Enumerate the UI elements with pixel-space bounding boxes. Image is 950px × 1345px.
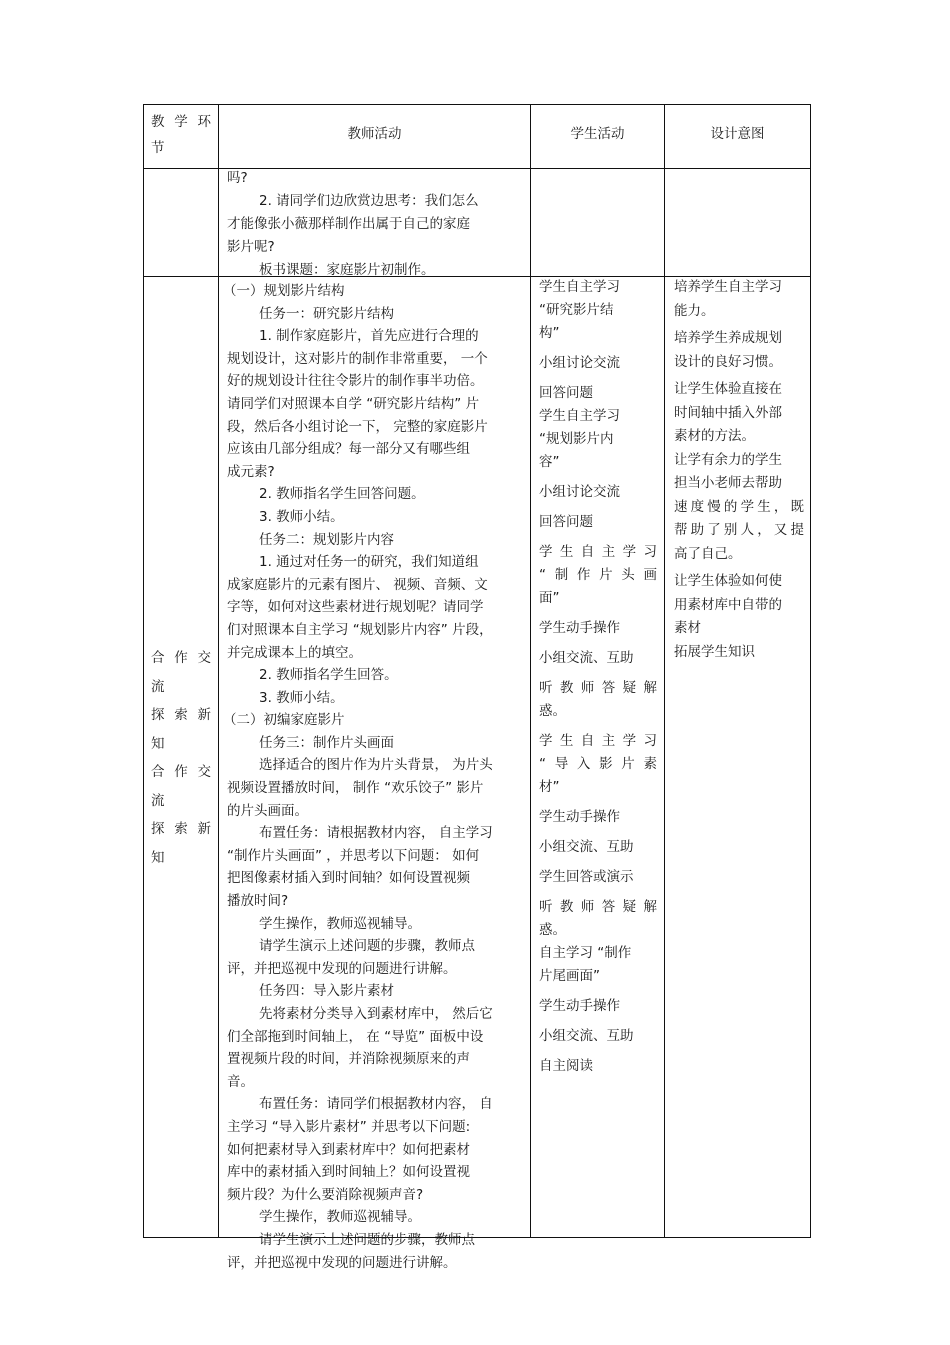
- text-line: 小组交流、互助: [539, 1028, 634, 1044]
- text-line: 学生自主学习: [539, 544, 657, 560]
- text-line: 影片呢?: [227, 239, 275, 255]
- column-divider-1: [218, 104, 219, 1238]
- section-heading: （二）初编家庭影片: [223, 712, 345, 729]
- text-line: 3. 教师小结。: [259, 508, 344, 525]
- text-line: 先将素材分类导入到素材库中， 然后它: [259, 1006, 493, 1022]
- text-line: 好的规划设计往往令影片的制作事半功倍。: [227, 373, 484, 390]
- text-line: “研究影片结: [539, 302, 614, 318]
- stage-line: 流: [151, 792, 165, 809]
- text-line: 音。: [227, 1073, 254, 1090]
- text-line: 学生动手操作: [539, 998, 620, 1014]
- header-stage-cell: [151, 109, 211, 161]
- text-line: 小组讨论交流: [539, 355, 620, 371]
- text-line: 如何把素材导入到素材库中？如何把素材: [227, 1141, 470, 1158]
- text-line: 小组讨论交流: [539, 484, 620, 500]
- table-border-right: [810, 104, 811, 1238]
- text-line: 能力。: [674, 302, 715, 319]
- text-line: 成元素?: [227, 463, 275, 480]
- text-line: 把图像素材插入到时间轴？如何设置视频: [227, 870, 470, 887]
- text-line: 学生动手操作: [539, 620, 620, 636]
- text-line: 担当小老师去帮助: [674, 475, 782, 491]
- header-student-activity: 学生活动: [570, 126, 625, 142]
- text-line: 学生操作，教师巡视辅导。: [259, 915, 421, 932]
- text-line: 高了自己。: [674, 545, 742, 562]
- text-line: 容”: [539, 454, 560, 470]
- section-heading: （一）规划影片结构: [223, 283, 345, 299]
- row2-student-cell: [539, 276, 657, 1078]
- text-line: “制作片头画面” ，并思考以下问题： 如何: [227, 847, 480, 864]
- text-line: 2. 教师指名学生回答。: [259, 667, 398, 684]
- stage-line: 知: [151, 849, 165, 866]
- row2-stage-cell: [151, 644, 211, 872]
- row1-teacher-cell: [227, 167, 523, 282]
- stage-line: 流: [151, 678, 165, 695]
- stage-line: 合作交: [151, 764, 211, 780]
- text-line: 速度慢的学生，既: [674, 498, 804, 515]
- text-line: 让学生体验如何使: [674, 573, 782, 589]
- text-line: 自主学习 “制作: [539, 945, 632, 961]
- lesson-plan-table: [143, 104, 811, 1271]
- text-line: “导入影片素: [539, 756, 657, 772]
- text-line: 2. 教师指名学生回答问题。: [259, 486, 425, 503]
- text-line: 3. 教师小结。: [259, 689, 344, 706]
- text-line: 构”: [539, 325, 560, 341]
- text-line: 视频设置播放时间， 制作 “欢乐饺子” 影片: [227, 780, 484, 797]
- text-line: 材”: [539, 779, 560, 795]
- text-line: 惑。: [539, 703, 566, 719]
- header-design-intent: 设计意图: [710, 126, 765, 142]
- text-line: 们对照课本自主学习 “规划影片内容” 片段，: [227, 621, 493, 638]
- text-line: 学生操作，教师巡视辅导。: [259, 1209, 421, 1226]
- text-line: 评，并把巡视中发现的问题进行讲解。: [227, 960, 457, 977]
- text-line: 回答问题: [539, 514, 593, 530]
- header-teacher-activity: 教师活动: [347, 126, 402, 142]
- text-line: 学生回答或演示: [539, 869, 634, 885]
- row2-teacher-cell: [223, 280, 523, 1274]
- text-line: 请学生演示上述问题的步骤，教师点: [259, 1231, 475, 1248]
- text-line: 培养学生自主学习: [674, 279, 782, 295]
- text-line: 才能像张小薇那样制作出属于自己的家庭: [227, 216, 470, 232]
- text-line: 听教师答疑解: [539, 680, 657, 696]
- text-line: 小组交流、互助: [539, 839, 634, 855]
- text-line: 规划设计，这对影片的制作非常重要， 一个: [227, 350, 488, 367]
- text-line: 们全部拖到时间轴上， 在 “导览” 面板中设: [227, 1028, 484, 1045]
- text-line: 库中的素材插入到时间轴上？如何设置视: [227, 1164, 470, 1181]
- text-line: 段，然后各小组讨论一下， 完整的家庭影片: [227, 418, 488, 435]
- text-line: 自主阅读: [539, 1058, 593, 1074]
- text-line: 板书课题：家庭影片初制作。: [259, 262, 435, 278]
- text-line: 回答问题: [539, 385, 593, 401]
- text-line: 帮助了别人，又提: [674, 522, 804, 538]
- text-line: 培养学生养成规划: [674, 330, 782, 346]
- text-line: 设计的良好习惯。: [674, 353, 782, 370]
- text-line: 让学有余力的学生: [674, 451, 782, 468]
- text-line: “制作片头画: [539, 567, 657, 583]
- text-line: 素材: [674, 620, 701, 636]
- text-line: 学生自主学习: [539, 733, 657, 749]
- text-line: 请同学们对照课本自学 “研究影片结构” 片: [227, 395, 480, 412]
- header-stage-line-2: 节: [151, 140, 165, 156]
- text-line: 学生动手操作: [539, 809, 620, 825]
- header-stage-line-1: 教学环: [151, 114, 211, 130]
- text-line: 评，并把巡视中发现的问题进行讲解。: [227, 1254, 457, 1271]
- stage-line: 探索新: [151, 707, 211, 723]
- task-heading: 任务一：研究影片结构: [259, 305, 394, 322]
- text-line: 1. 制作家庭影片，首先应进行合理的: [259, 328, 479, 345]
- text-line: 听教师答疑解: [539, 899, 657, 915]
- column-divider-3: [664, 104, 665, 1238]
- text-line: 布置任务：请同学们根据教材内容， 自: [259, 1096, 493, 1113]
- text-line: 时间轴中插入外部: [674, 404, 782, 421]
- text-line: 让学生体验直接在: [674, 381, 782, 397]
- text-line: 播放时间?: [227, 893, 289, 910]
- stage-line: 合作交: [151, 650, 211, 666]
- text-line: “规划影片内: [539, 431, 614, 447]
- table-border-top: [143, 104, 811, 105]
- text-line: 面”: [539, 590, 560, 606]
- text-line: 用素材库中自带的: [674, 596, 782, 613]
- text-line: 字等，如何对这些素材进行规划呢？请同学: [227, 599, 484, 616]
- stage-line: 知: [151, 735, 165, 752]
- stage-line: 探索新: [151, 821, 211, 837]
- text-line: 惑。: [539, 922, 566, 938]
- text-line: 的片头画面。: [227, 802, 308, 819]
- text-line: 应该由几部分组成？每一部分又有哪些组: [227, 441, 470, 458]
- table-border-left: [143, 104, 144, 1238]
- text-line: 拓展学生知识: [674, 643, 755, 660]
- text-line: 小组交流、互助: [539, 650, 634, 666]
- text-line: 布置任务：请根据教材内容， 自主学习: [259, 825, 493, 842]
- text-line: 频片段？为什么要消除视频声音?: [227, 1186, 424, 1203]
- text-line: 成家庭影片的元素有图片、 视频、音频、文: [227, 576, 488, 593]
- text-line: 1. 通过对任务一的研究，我们知道组: [259, 554, 479, 571]
- text-line: 并完成课本上的填空。: [227, 644, 362, 661]
- text-line: 素材的方法。: [674, 428, 755, 444]
- text-line: 片尾画面”: [539, 968, 600, 984]
- task-heading: 任务三：制作片头画面: [259, 734, 394, 751]
- text-line: 主学习 “导入影片素材” 并思考以下问题:: [227, 1118, 471, 1135]
- text-line: 吗?: [227, 170, 248, 186]
- text-line: 请学生演示上述问题的步骤，教师点: [259, 938, 475, 955]
- text-line: 学生自主学习: [539, 279, 620, 295]
- column-divider-2: [530, 104, 531, 1238]
- task-heading: 任务二：规划影片内容: [259, 531, 394, 548]
- text-line: 2. 请同学们边欣赏边思考：我们怎么: [259, 193, 479, 209]
- row2-intent-cell: [674, 276, 804, 664]
- text-line: 选择适合的图片作为片头背景， 为片头: [259, 757, 493, 774]
- text-line: 置视频片段的时间，并消除视频原来的声: [227, 1051, 470, 1068]
- text-line: 学生自主学习: [539, 408, 620, 424]
- task-heading: 任务四：导入影片素材: [259, 983, 394, 1000]
